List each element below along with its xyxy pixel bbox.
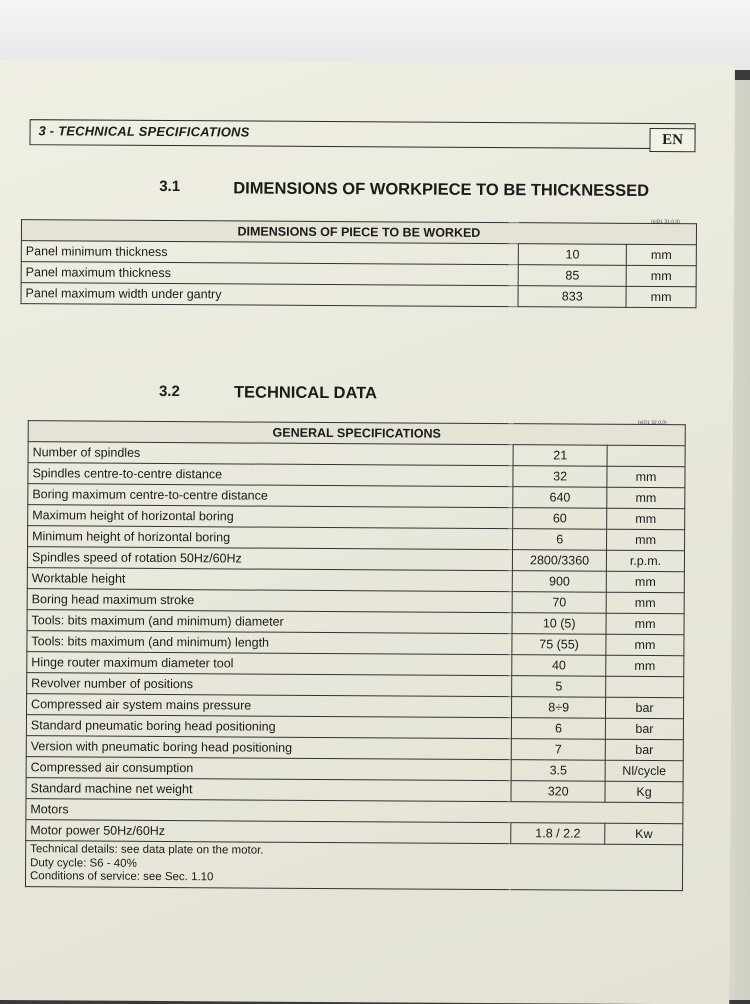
row-unit: mm	[626, 265, 696, 286]
row-value: 6	[513, 529, 607, 551]
section-title: 3 - TECHNICAL SPECIFICATIONS	[38, 123, 250, 140]
section-3-2-title: TECHNICAL DATA	[233, 383, 378, 403]
row-unit: mm	[606, 571, 684, 592]
workpiece-dimensions-table	[21, 219, 698, 308]
row-value: 8÷9	[512, 697, 606, 719]
section-3-2-ref: (eiD1 32.0.0)	[637, 419, 667, 427]
row-label: Tools: bits maximum (and minimum) length	[27, 631, 512, 655]
row-value: 10	[519, 244, 627, 266]
row-unit	[607, 445, 685, 466]
row-label: Panel maximum thickness	[21, 262, 518, 286]
row-value: 32	[513, 466, 607, 488]
row-unit: Kw	[605, 823, 683, 844]
row-label: Panel maximum width under gantry	[21, 283, 518, 307]
row-unit: r.p.m.	[606, 550, 684, 571]
note-line: Conditions of service: see Sec. 1.10	[29, 870, 214, 884]
row-value: 320	[511, 781, 605, 803]
row-label: Panel minimum thickness	[21, 241, 518, 265]
language-badge: EN	[649, 128, 695, 152]
row-value: 40	[512, 655, 606, 677]
background-wall	[0, 0, 750, 70]
row-value: 21	[513, 445, 607, 467]
row-label: Maximum height of horizontal boring	[28, 505, 513, 529]
row-unit	[606, 676, 684, 697]
row-label: Worktable height	[27, 568, 512, 592]
table-header: GENERAL SPECIFICATIONS	[28, 421, 685, 446]
row-unit: mm	[606, 592, 684, 613]
row-unit: bar	[605, 739, 683, 760]
row-unit: mm	[626, 244, 696, 265]
section-3-1-number: 3.1	[159, 177, 181, 196]
document-page	[0, 60, 735, 1004]
row-value: 900	[512, 571, 606, 593]
row-value: 1.8 / 2.2	[511, 823, 605, 845]
row-label: Spindles speed of rotation 50Hz/60Hz	[27, 547, 512, 571]
row-label: Version with pneumatic boring head positioning	[26, 736, 511, 760]
row-value: 7	[511, 739, 605, 761]
row-label: Minimum height of horizontal boring	[28, 526, 513, 550]
section-3-1-title: DIMENSIONS OF WORKPIECE TO BE THICKNESSED	[233, 179, 650, 200]
note-line: Duty cycle: S6 - 40%	[30, 856, 137, 870]
row-unit: bar	[605, 718, 683, 739]
row-label: Spindles centre-to-centre distance	[28, 463, 513, 487]
notes-row	[25, 841, 682, 891]
row-label: Tools: bits maximum (and minimum) diameter	[27, 610, 512, 634]
row-label: Compressed air system mains pressure	[27, 694, 512, 718]
row-label: Hinge router maximum diameter tool	[27, 652, 512, 676]
note-line: Technical details: see data plate on the motor.	[30, 843, 264, 857]
row-unit: mm	[607, 466, 685, 487]
row-label: Compressed air consumption	[26, 757, 511, 781]
row-unit: mm	[606, 613, 684, 634]
row-unit: mm	[607, 529, 685, 550]
section-3-1-ref: (eiD1 31.0.0)	[651, 218, 680, 226]
row-unit: mm	[606, 634, 684, 655]
row-value: 3.5	[511, 760, 605, 782]
row-unit: bar	[606, 697, 684, 718]
row-unit: mm	[626, 286, 696, 307]
row-unit: mm	[606, 655, 684, 676]
section-3-2-number: 3.2	[158, 382, 180, 401]
row-value: 10 (5)	[512, 613, 606, 635]
row-value: 70	[512, 592, 606, 614]
table-header: DIMENSIONS OF PIECE TO BE WORKED	[21, 220, 696, 245]
section-header	[29, 119, 695, 149]
row-label: Standard machine net weight	[26, 778, 511, 802]
row-label: Motor power 50Hz/60Hz	[26, 820, 511, 844]
row-label: Boring head maximum stroke	[27, 589, 512, 613]
motors-label: Motors	[26, 799, 683, 824]
row-unit: Nl/cycle	[605, 760, 683, 781]
notes-cell	[25, 841, 682, 891]
row-label: Standard pneumatic boring head positioning	[26, 715, 511, 739]
row-value: 6	[512, 718, 606, 740]
row-value: 75 (55)	[512, 634, 606, 656]
row-value: 640	[513, 487, 607, 509]
row-value: 85	[518, 265, 626, 287]
row-value: 60	[513, 508, 607, 530]
row-value: 5	[512, 676, 606, 698]
general-specifications-table	[25, 420, 686, 891]
row-value: 2800/3360	[513, 550, 607, 572]
row-label: Boring maximum centre-to-centre distance	[28, 484, 513, 508]
row-value: 833	[518, 286, 626, 308]
row-label: Number of spindles	[28, 442, 513, 466]
table-row	[21, 283, 696, 308]
row-unit: mm	[607, 508, 685, 529]
row-unit: Kg	[605, 781, 683, 802]
row-unit: mm	[607, 487, 685, 508]
row-label: Revolver number of positions	[27, 673, 512, 697]
